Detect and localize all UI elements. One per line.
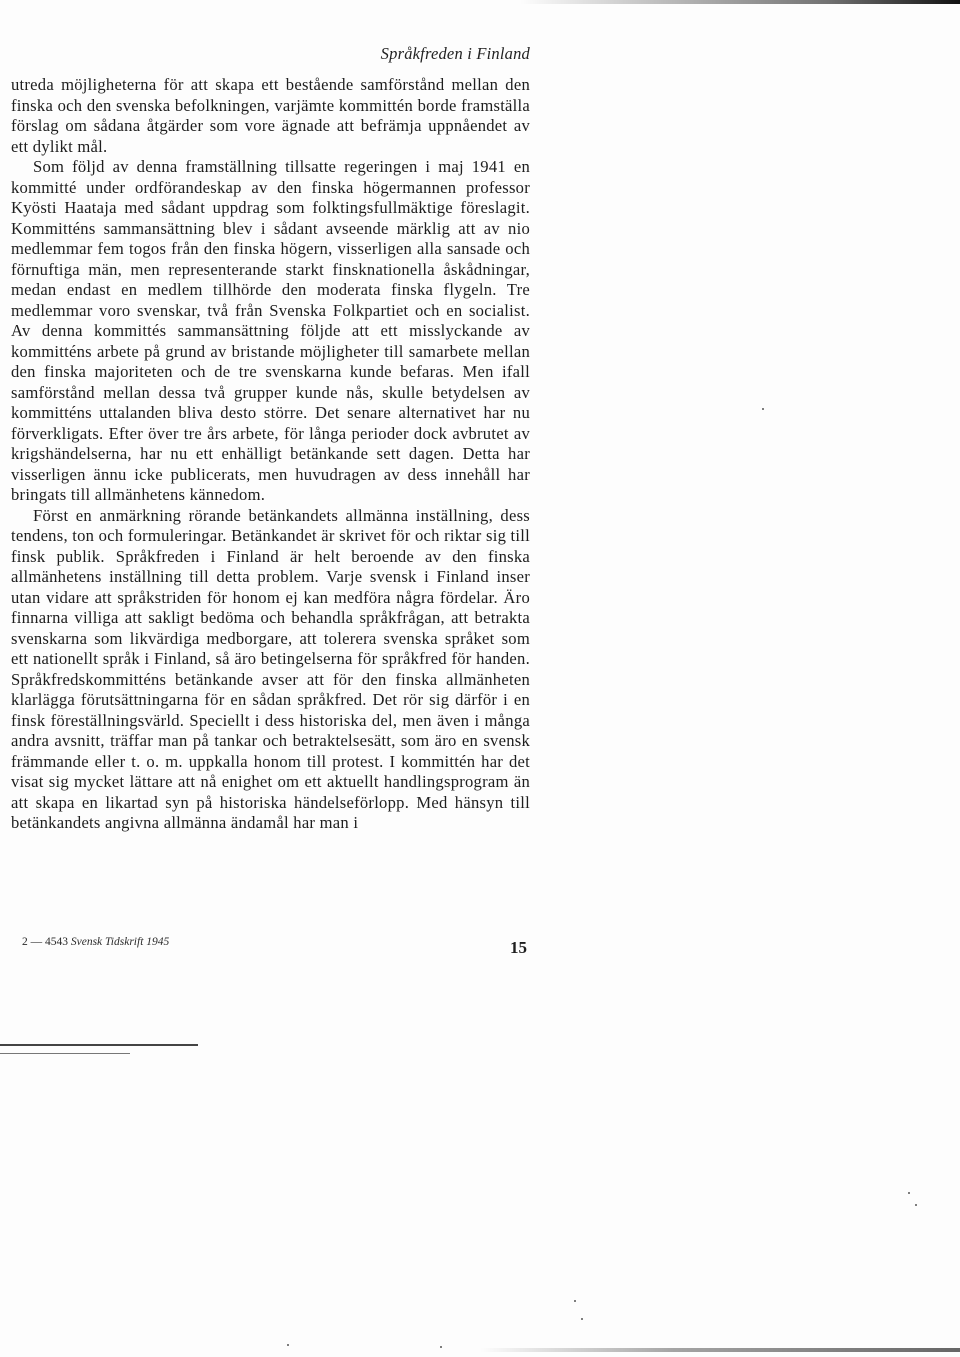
scan-speck — [915, 1204, 917, 1206]
scan-speck — [581, 1318, 583, 1320]
scan-artifact-line — [0, 1044, 198, 1046]
signature-number: 2 — 4543 — [22, 936, 68, 948]
paragraph-3: Först en anmärkning rörande betänkandets allmänna inställning, dess tendens, ton och formuleringar. Betänkandet är skrivet för och riktar sig till finsk publik. Språkfreden i Finland är helt beroende av den finska allmänhetens inställning till detta problem. Varje svensk i Finland inser utan vidare att språkstriden för honom ej kan medföra några fördelar. Äro finnarna villiga att sakligt bedöma och behandla språkfrågan, att betrakta svenskarna som likvärdiga medborgare, att tolerera svenska språket som ett nationellt språk i Finland, så äro betingelserna för språkfred för handen. Språkfredskommitténs betänkande avser att för den finska allmänheten klarlägga förutsättningarna för en sådan språkfred. Det rör sig därför i en finsk föreställningsvärld. Speciellt i dess historiska del, men även i många andra avsnitt, träffar man på tankar och betraktelsesätt, som äro en svensk främmande eller t. o. m. uppkalla honom till protest. I kommittén har det visat sig mycket lättare att nå enighet om ett aktuellt handlingsprogram än att skapa en likartad syn på historiska händelseförlopp. Med hänsyn till betänkandets angivna allmänna ändamål har man i — [11, 505, 530, 832]
scan-edge-bottom — [480, 1348, 960, 1352]
scan-speck — [440, 1346, 442, 1348]
body-text — [11, 75, 530, 834]
scan-speck — [908, 1192, 910, 1194]
scan-edge-top — [520, 0, 960, 4]
paragraph-1: utreda möjligheterna för att skapa ett bestående samförstånd mellan den finska och den svenska befolkningen, varjämte kommittén borde framställa förslag om sådana åtgärder som vore ägnade att befrämja uppnåendet av ett dylikt mål. — [11, 75, 530, 156]
page-number: 15 — [510, 938, 527, 957]
scan-speck — [762, 408, 764, 410]
scan-speck — [574, 1300, 576, 1302]
journal-name: Svensk Tidskrift 1945 — [70, 936, 170, 948]
printer-signature — [22, 936, 169, 948]
scan-speck — [287, 1344, 289, 1346]
paragraph-2: Som följd av denna framställning tillsatte regeringen i maj 1941 en kommitté under ordförandeskap av den finska högermannen professor Kyösti Haataja med sådant uppdrag som folktingsfullmäktige föreslagit. Kommitténs sammansättning blev i sådant avseende märklig att av nio medlemmar fem togos från den finska högern, visserligen alla sansade och förnuftiga män, men representerande starkt finsknationella åskådningar, medan endast en medlem tillhörde den moderata finska flygeln. Tre medlemmar voro svenskar, två från Svenska Folkpartiet och en socialist. Av denna kommittés sammansättning följde att ett misslyckande av kommitténs arbete på grund av bristande möjligheter till samarbete mellan den finska majoriteten och de tre svenskarna kunde befaras. Men ifall samförstånd mellan dessa två grupper kunde nås, skulle betydelsen av kommitténs uttalanden bliva desto större. Det senare alternativet har nu förverkligats. Efter över tre års arbete, för långa perioder dock avbrutet av krigshändelserna, har nu ett enhälligt betänkande sett dagen. Detta har visserligen ännu icke publicerats, men huvudragen av dess innehåll har bringats till allmänhetens kännedom. — [11, 157, 530, 504]
running-head: Språkfreden i Finland — [380, 44, 530, 63]
scan-artifact-line — [0, 1053, 130, 1054]
